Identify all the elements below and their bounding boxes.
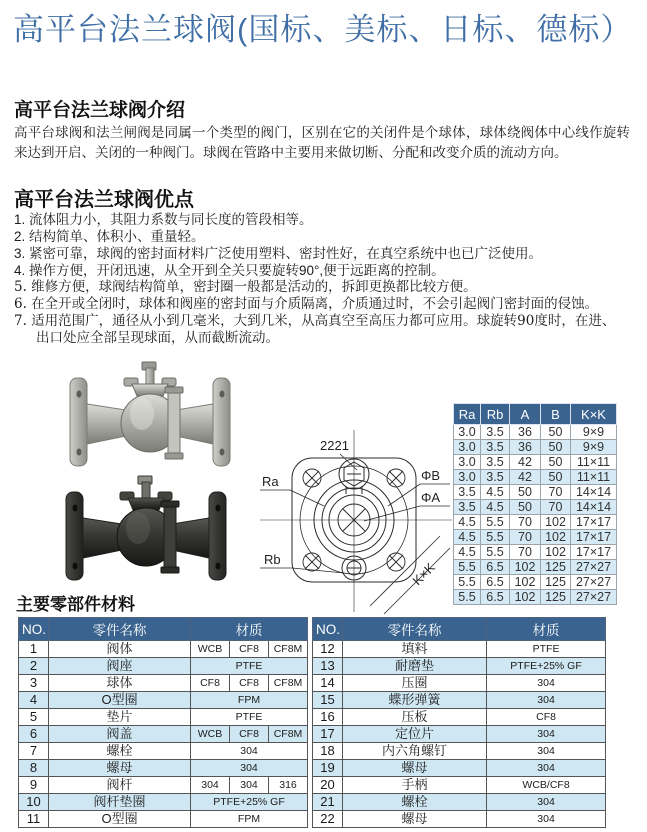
parts-header-no: NO. [19,618,49,641]
parts-header-no: NO. [313,618,343,641]
advantage-item: 5. 维修方便，球阀结构简单，密封圈一般都是活动的，拆卸更换都比较方便。 [14,279,477,295]
part-material-value: 304 [240,745,258,757]
dim-cell: 27×27 [571,560,617,575]
dim-cell: 17×17 [571,545,617,560]
advantages-list [14,211,634,347]
part-no: 2 [19,658,49,675]
part-no: 14 [313,675,343,692]
dim-cell: 3.5 [481,440,510,455]
part-no: 11 [19,811,49,828]
part-no: 21 [313,794,343,811]
dim-cell: 5.5 [481,530,510,545]
dim-cell: 9×9 [571,425,617,440]
parts-table-row [313,675,606,692]
dim-cell: 6.5 [481,575,510,590]
part-materials [487,811,606,828]
dim-cell: 102 [510,560,541,575]
dim-cell: 36 [510,440,541,455]
parts-header-material: 材质 [487,618,606,641]
part-materials [487,658,606,675]
parts-table-row [313,811,606,828]
dim-cell: 70 [510,545,541,560]
part-materials [487,777,606,794]
part-name: 阀座 [49,658,191,675]
dim-cell: 5.5 [454,575,481,590]
part-name: 螺母 [343,811,487,828]
intro-heading: 高平台法兰球阀介绍 [14,100,186,121]
parts-table-row [313,641,606,658]
dim-cell: 17×17 [571,530,617,545]
parts-table-row [19,692,308,709]
part-name: O型圈 [49,811,191,828]
parts-table-row [313,658,606,675]
dim-cell: 50 [541,425,571,440]
part-name: 压板 [343,709,487,726]
part-no: 18 [313,743,343,760]
dim-cell: 50 [510,485,541,500]
drawing-label-ra: Ra [262,474,279,489]
part-name: 螺母 [49,760,191,777]
dim-cell: 102 [510,575,541,590]
dim-cell: 3.0 [454,455,481,470]
part-material-value: 304 [537,745,555,757]
part-no: 3 [19,675,49,692]
part-material-value: WCB [197,643,223,655]
part-name: 螺栓 [343,794,487,811]
part-material-value: WCB [197,728,223,740]
part-material-value: 304 [537,694,555,706]
dim-column-header: K×K [571,404,617,425]
part-materials [487,743,606,760]
part-materials [191,743,308,760]
dim-cell: 4.5 [454,530,481,545]
part-no: 1 [19,641,49,658]
dim-column-header: B [541,404,571,425]
drawing-label-phi-b: ΦB [421,468,441,483]
drawing-label-part-numbers: 2221 [320,438,349,453]
dim-table-row [454,425,617,440]
part-no: 12 [313,641,343,658]
part-no: 7 [19,743,49,760]
part-name: 阀杆 [49,777,191,794]
part-name: 球体 [49,675,191,692]
part-materials [191,726,308,743]
dim-cell: 102 [510,590,541,605]
part-name: 耐磨垫 [343,658,487,675]
part-material-value: PTFE [235,660,263,672]
dim-column-header: A [510,404,541,425]
part-materials [191,794,308,811]
parts-table-row [19,709,308,726]
part-material-value: CF8M [268,641,307,657]
part-no: 13 [313,658,343,675]
dim-cell: 6.5 [481,590,510,605]
dim-table-row [454,470,617,485]
dim-table-row [454,440,617,455]
part-material-value: 304 [240,762,258,774]
part-material-value: FPM [237,694,261,706]
part-name: 内六角螺钉 [343,743,487,760]
dim-cell: 125 [541,575,571,590]
part-materials [191,641,308,658]
part-no: 15 [313,692,343,709]
parts-table-row [313,709,606,726]
part-materials [487,641,606,658]
part-no: 22 [313,811,343,828]
part-material-value: CF8M [268,675,307,691]
dim-cell: 5.5 [454,590,481,605]
part-materials [191,811,308,828]
part-material-value: 304 [537,796,555,808]
part-no: 9 [19,777,49,794]
dim-cell: 3.0 [454,440,481,455]
advantage-item: 3. 紧密可靠，球阀的密封面材料广泛使用塑料、密封性好，在真空系统中也已广泛使用。 [14,246,543,261]
dim-table-row [454,545,617,560]
part-material-value: PTFE+25% GF [510,660,582,672]
parts-table-row [19,794,308,811]
part-no: 8 [19,760,49,777]
part-materials [487,794,606,811]
part-materials [191,777,308,794]
dim-cell: 42 [510,470,541,485]
parts-table-header-row [19,618,308,641]
dim-cell: 4.5 [454,545,481,560]
dim-cell: 102 [541,515,571,530]
dim-cell: 6.5 [481,560,510,575]
advantage-item: 出口处应全部呈现球面，从而截断流动。 [36,330,279,346]
parts-table-row [313,743,606,760]
dim-cell: 9×9 [571,440,617,455]
dim-cell: 17×17 [571,515,617,530]
dim-cell: 125 [541,590,571,605]
dim-cell: 27×27 [571,575,617,590]
dim-table-row [454,455,617,470]
dim-cell: 4.5 [481,500,510,515]
dim-cell: 70 [510,530,541,545]
part-name: 阀盖 [49,726,191,743]
dim-cell: 11×11 [571,470,617,485]
part-material-value: CF8 [229,726,268,742]
parts-table-row [313,777,606,794]
technical-drawing [258,422,454,616]
part-materials [487,709,606,726]
parts-header-material: 材质 [191,618,308,641]
parts-table-row [19,777,308,794]
part-materials [487,726,606,743]
dim-table-row [454,485,617,500]
part-material-value: PTFE+25% GF [213,796,285,808]
part-no: 10 [19,794,49,811]
dim-cell: 14×14 [571,485,617,500]
figure-area [0,350,647,616]
parts-table-row [19,658,308,675]
parts-table-row [313,692,606,709]
dim-cell: 70 [541,500,571,515]
dim-column-header: Rb [481,404,510,425]
part-material-value: WCB/CF8 [522,779,570,791]
part-name: 垫片 [49,709,191,726]
intro-paragraph: 高平台球阀和法兰闸阀是同属一个类型的阀门，区别在它的关闭件是个球体，球体绕阀体中心线作旋转来达到开启、关闭的一种阀门。球阀在管路中主要用来做切断、分配和改变介质的流动方向。 [14,125,630,160]
dim-cell: 102 [541,545,571,560]
part-name: 阀体 [49,641,191,658]
parts-table-left [18,617,308,828]
part-material-value: 316 [268,777,307,793]
dim-table-row [454,500,617,515]
dim-cell: 125 [541,560,571,575]
part-name: 压圈 [343,675,487,692]
parts-table-row [313,760,606,777]
part-material-value: CF8 [536,711,556,723]
dim-cell: 3.0 [454,470,481,485]
part-name: 阀杆垫圈 [49,794,191,811]
dim-cell: 4.5 [481,485,510,500]
dim-cell: 3.0 [454,425,481,440]
part-material-value: PTFE [532,643,560,655]
dim-cell: 5.5 [454,560,481,575]
part-name: O型圈 [49,692,191,709]
dim-table-row [454,515,617,530]
part-materials [487,692,606,709]
dim-cell: 36 [510,425,541,440]
parts-header-name: 零件名称 [49,618,191,641]
parts-table-header-row [313,618,606,641]
part-material-value: CF8 [200,677,220,689]
parts-table-row [19,675,308,692]
advantage-item: 6. 在全开或全闭时，球体和阀座的密封面与介质隔离，介质通过时，不会引起阀门密封面的侵蚀。 [14,296,599,312]
dim-cell: 70 [510,515,541,530]
part-material-value: CF8 [229,675,268,691]
parts-section-heading: 主要零部件材料 [16,595,135,614]
parts-table-row [19,760,308,777]
dim-table-row [454,560,617,575]
part-material-value: PTFE [235,711,263,723]
part-no: 20 [313,777,343,794]
part-materials [191,709,308,726]
advantages-heading: 高平台法兰球阀优点 [14,189,194,211]
dim-cell: 3.5 [454,500,481,515]
advantage-item: 1. 流体阻力小，其阻力系数与同长度的管段相等。 [14,212,313,227]
parts-table-row [313,726,606,743]
advantage-item: 4. 操作方便，开闭迅速，从全开到全关只要旋转90°,便于远距离的控制。 [14,263,445,278]
dim-cell: 50 [510,500,541,515]
parts-table-row [313,794,606,811]
parts-tables [18,617,606,828]
part-material-value: 304 [537,813,555,825]
part-no: 19 [313,760,343,777]
dim-cell: 50 [541,455,571,470]
dim-cell: 27×27 [571,590,617,605]
part-no: 6 [19,726,49,743]
dimension-table [453,403,617,605]
dim-cell: 3.5 [454,485,481,500]
dim-cell: 5.5 [481,515,510,530]
parts-table-row [19,726,308,743]
part-material-value: CF8M [268,726,307,742]
part-name: 螺栓 [49,743,191,760]
part-materials [191,692,308,709]
part-material-value: CF8 [229,641,268,657]
dim-cell: 50 [541,470,571,485]
part-name: 螺母 [343,760,487,777]
part-no: 16 [313,709,343,726]
dim-cell: 4.5 [454,515,481,530]
valve-photo-stainless [68,360,232,470]
part-materials [191,675,308,692]
drawing-label-rb: Rb [264,552,281,567]
part-materials [191,658,308,675]
part-materials [191,760,308,777]
page-title: 高平台法兰球阀(国标、美标、日标、德标） [13,12,633,47]
dim-table-row [454,530,617,545]
dim-cell: 3.5 [481,455,510,470]
part-material-value: 304 [537,728,555,740]
part-material-value: 304 [537,677,555,689]
drawing-label-phi-a: ΦA [421,490,441,505]
advantage-item: 7. 适用范围广，通径从小到几毫米，大到几米，从高真空至高压力都可应用。球旋转90度时，在进、 [14,313,616,329]
parts-table-row [19,641,308,658]
dim-column-header: Ra [454,404,481,425]
part-material-value: 304 [229,777,268,793]
dim-cell: 11×11 [571,455,617,470]
dim-table-row [454,590,617,605]
dim-cell: 3.5 [481,425,510,440]
dim-cell: 102 [541,530,571,545]
part-materials [487,675,606,692]
part-no: 5 [19,709,49,726]
part-no: 17 [313,726,343,743]
parts-table-right [312,617,606,828]
dim-cell: 50 [541,440,571,455]
part-material-value: 304 [201,779,219,791]
part-materials [487,760,606,777]
part-no: 4 [19,692,49,709]
parts-table-row [19,743,308,760]
part-name: 手柄 [343,777,487,794]
dim-cell: 14×14 [571,500,617,515]
parts-header-name: 零件名称 [343,618,487,641]
part-material-value: 304 [537,762,555,774]
part-name: 定位片 [343,726,487,743]
dim-table-row [454,575,617,590]
dimension-table-header-row [454,404,617,425]
dim-cell: 70 [541,485,571,500]
dim-cell: 42 [510,455,541,470]
part-name: 蝶形弹簧 [343,692,487,709]
parts-table-row [19,811,308,828]
part-material-value: FPM [237,813,261,825]
advantage-item: 2. 结构简单、体积小、重量轻。 [14,229,205,244]
dim-cell: 5.5 [481,545,510,560]
valve-photo-dark [64,474,228,584]
drawing-label-kxk: K×K [409,559,438,589]
dim-cell: 3.5 [481,470,510,485]
part-name: 填料 [343,641,487,658]
